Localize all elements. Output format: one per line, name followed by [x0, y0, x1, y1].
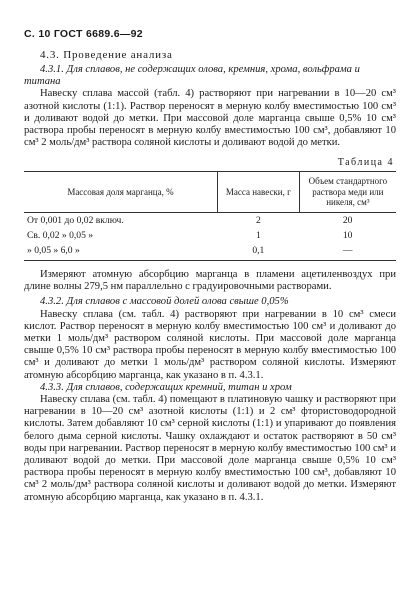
page-header: С. 10 ГОСТ 6689.6—92: [24, 28, 143, 40]
table-header-manganese: Массовая доля марганца, %: [24, 172, 217, 213]
section-4-3-1-text: Навеску сплава массой (табл. 4) растворяют при нагревании в 10—20 см³ азотной кислоты (1:1). Раствор переносят в мерную колбу вместимостью 100 см³ и доливают водой до метки. При массовой доле марганца свыше 0,5% 10 см³ раствора пробы переносят в мерную колбу вместимостью 100 см³, добавляют 10 см³ 2 моль/дм³ раствора соляной кислоты и доливают водой до метки.: [24, 88, 396, 149]
section-4-3-1-heading: 4.3.1. Для сплавов, не содержащих олова, кремния, хрома, вольфрама и титана: [24, 64, 360, 88]
section-4-3-2-heading: 4.3.2. Для сплавов с массовой долей олова свыше 0,05%: [40, 296, 289, 308]
table-header-standard-volume: Объем стандартного раствора меди или никеля, см³: [299, 172, 396, 213]
after-table-text: Измеряют атомную абсорбцию марганца в пламени ацетиленвоздух при длине волны 279,5 нм параллельно с градуировочными растворами.: [24, 268, 396, 293]
table-header-row: [24, 172, 396, 213]
table-cell-mass: 1: [255, 229, 261, 241]
table-cell-volume: 10: [342, 229, 353, 241]
table-4-caption: Таблица 4: [337, 157, 394, 169]
section-4-3-title: 4.3. Проведение анализа: [40, 49, 173, 61]
table-header-sample-mass: Масса навески, г: [217, 172, 299, 213]
table-cell-mass: 0,1: [217, 243, 299, 261]
table-row: [24, 243, 396, 261]
table-cell-mass: 2: [255, 214, 261, 226]
table-cell-volume: —: [299, 243, 396, 261]
table-cell-range: » 0,05 » 6,0 »: [24, 243, 217, 261]
table-row: [24, 212, 396, 228]
table-cell-volume: 20: [342, 214, 353, 226]
section-4-3-2-text: Навеску сплава (см. табл. 4) растворяют при нагревании в 10 см³ смеси кислот. Раствор переносят в мерную колбу вместимостью 100 см³ и доливают до метки 1 моль/дм³ раствором соляной кислоты. При массовой доле марганца свыше 0,5% 10 см³ раствора пробы переносят в мерную колбу вместимостью 100 см³ и доливают до метки 1 моль/дм³ раствором соляной кислоты. Измеряют атомную абсорбцию марганца, как указано в п. 4.3.1.: [24, 308, 396, 381]
table-4: [24, 171, 396, 261]
section-4-3-3-text: Навеску сплава (см. табл. 4) помещают в платиновую чашку и растворяют при нагревании в 10—20 см³ азотной кислоты (1:1) и 2 см³ фтористоводородной кислоты. Затем добавляют 10 см³ серной кислоты (1:1) и упаривают до появления белого дыма серной кислоты. Чашку охлаждают и остаток растворяют в 50 см³ воды при нагревании. Раствор переносят в мерную колбу вместимостью 100 см³ и доливают водой до метки. При массовой доле марганца свыше 0,5% 10 см³ раствора пробы переносят в мерную колбу вместимостью 100 см³, добавляют 10 см³ 2 моль/дм³ раствора соляной кислоты и доливают водой до метки. Измеряют атомную абсорбцию марганца, как указано в п. 4.3.1.: [24, 393, 396, 503]
table-cell-range: От 0,001 до 0,02 включ.: [27, 214, 124, 226]
section-4-3-3-heading: 4.3.3. Для сплавов, содержащих кремний, титан и хром: [40, 381, 292, 393]
table-cell-range: Св. 0,02 » 0,05 »: [27, 229, 94, 241]
table-row: [24, 228, 396, 243]
